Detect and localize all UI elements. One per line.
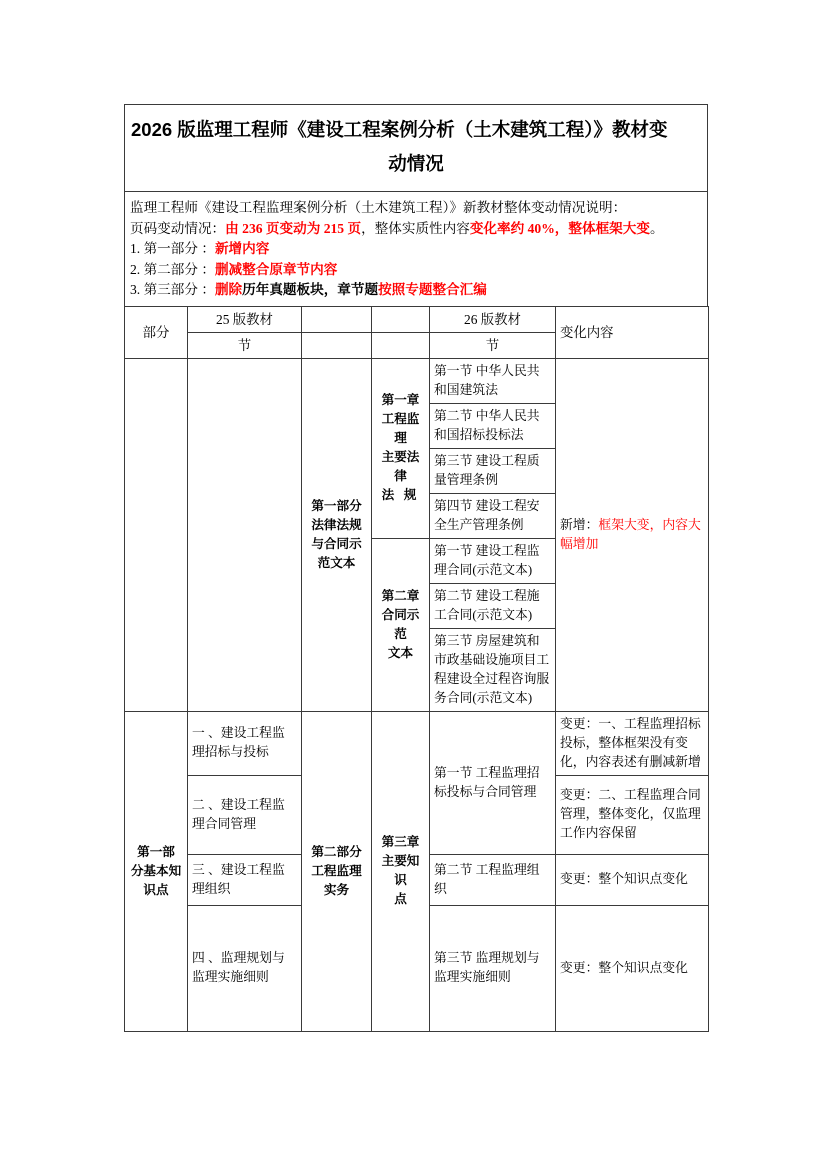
s2-chapter-3-l2: 主要知识 [381,854,420,887]
s2-section26-2: 第二节 工程监理组织 [430,854,556,905]
header-v26-section: 节 [430,332,556,358]
s1-change-content [556,358,709,711]
s1-section26-1: 第一节 中华人民共和国建筑法 [430,358,556,403]
intro-item-2-value: 删减整合原章节内容 [214,261,338,277]
header-blank-d [372,332,430,358]
s2-chapter-3 [372,711,430,1031]
intro-item-3 [130,280,702,301]
intro-line-2 [130,219,702,240]
intro-item-3-value-b: 按照专题整合汇编 [378,282,487,297]
intro-item-3-mid: 历年真题板块，章节题 [242,282,379,297]
header-change-content: 变化内容 [556,306,709,358]
s1-part-26-l1: 第一部分 [311,498,362,513]
header-blank-a [302,306,372,332]
s1-chapter-1 [372,358,430,538]
s2-part-26-l2: 工程监理 [311,863,362,878]
s2-section25-1: 一 、建设工程监理招标与投标 [188,711,302,775]
s2-section25-3: 三 、建设工程监理组织 [188,854,302,905]
s1-part-26-l3: 与合同示 [311,536,362,551]
page-title-line-1: 2026 版监理工程师《建设工程案例分析（土木建筑工程）》教材变 [131,119,668,140]
s1-part-26 [302,358,372,711]
intro-item-3-label: 3. 第三部分 ： [130,282,215,297]
intro-item-2 [130,260,702,281]
s2-section25-2: 二 、建设工程监理合同管理 [188,775,302,854]
s1-section26-4: 第四节 建设工程安全生产管理条例 [430,493,556,538]
s1-chapter-2 [372,538,430,711]
table-row [125,711,709,775]
s1-part-25 [125,358,188,711]
intro-item-1 [130,239,702,260]
page-change-label: 页码变动情况： [130,220,226,236]
s2-part-25 [125,711,188,1031]
s2-section26-1: 第一节 工程监理招标投标与合同管理 [430,711,556,854]
table-row [125,358,709,403]
intro-item-3-value-a: 删除 [214,282,243,297]
s2-change-3: 变更：整个知识点变化 [556,854,709,905]
s1-section26-6: 第二节 建设工程施工合同(示范文本) [430,583,556,628]
page-change-period: 。 [649,220,664,236]
s1-change-label: 新增： [560,517,599,532]
s2-change-2: 变更：二、工程监理合同管理，整体变化，仅监理工作内容保留 [556,775,709,854]
s2-section26-3: 第三节 监理规划与监理实施细则 [430,905,556,1031]
s1-chapter-1-l3: 主要法律 [381,450,420,483]
s2-part-25-l3: 识点 [143,882,169,897]
header-v25-section: 节 [188,332,302,358]
header-blank-b [372,306,430,332]
table-header-row-1 [125,306,709,332]
s1-chapter-1-l4: 法 规 [381,488,420,502]
intro-item-2-label: 2. 第二部分 ： [130,261,215,277]
s2-part-26 [302,711,372,1031]
s2-chapter-3-l3: 点 [394,892,407,906]
s1-change-value: 框架大变，内容大幅增加 [560,517,701,551]
s1-chapter-2-l2: 合同示范 [381,607,420,641]
s2-change-4: 变更：整个知识点变化 [556,905,709,1031]
s1-section-25 [188,358,302,711]
s2-part-26-l3: 实务 [323,882,350,897]
intro-item-1-value: 新增内容 [214,241,270,256]
s2-part-26-l1: 第二部分 [311,844,362,859]
intro-line-1 [130,198,702,219]
s1-chapter-2-l1: 第二章 [381,588,420,603]
s1-chapter-2-l3: 文本 [387,645,414,660]
s2-part-25-l1: 第一部 [137,844,175,859]
s1-section26-5: 第一节 建设工程监理合同(示范文本) [430,538,556,583]
document-page [124,104,708,1032]
textbook-change-table [124,306,709,1032]
page-change-mid: ，整体实质性内容 [361,220,470,236]
page-title-line-2: 动情况 [388,153,444,174]
s1-chapter-1-l2: 工程监理 [381,412,420,445]
s1-part-26-l4: 范文本 [317,555,356,570]
intro-item-1-label: 1. 第一部分 ： [130,241,215,256]
s1-section26-3: 第三节 建设工程质量管理条例 [430,448,556,493]
intro-block [124,191,708,306]
header-v25-title: 25 版教材 [188,306,302,332]
header-part: 部分 [125,306,188,358]
intro-line-1-text: 监理工程师《建设工程监理案例分析（土木建筑工程）》新教材整体变动情况说明： [130,200,627,215]
header-v26-title: 26 版教材 [430,306,556,332]
document-title-block [124,104,708,191]
s1-part-26-l2: 法律法规 [311,517,362,532]
header-blank-c [302,332,372,358]
s2-change-1: 变更：一、工程监理招标投标，整体框架没有变化，内容表述有删减新增 [556,711,709,775]
s1-section26-7: 第三节 房屋建筑和市政基础设施项目工程建设全过程咨询服务合同(示范文本) [430,628,556,711]
s2-section25-4: 四 、监理规划与监理实施细则 [188,905,302,1031]
s2-chapter-3-l1: 第三章 [381,835,420,849]
s1-chapter-1-l1: 第一章 [381,393,420,407]
page-change-value: 由 236 页变动为 215 页 [225,220,362,236]
s1-section26-2: 第二节 中华人民共和国招标投标法 [430,403,556,448]
s2-part-25-l2: 分基本知 [130,863,182,878]
change-rate-value: 变化率约 40%，整体框架大变 [469,220,650,236]
